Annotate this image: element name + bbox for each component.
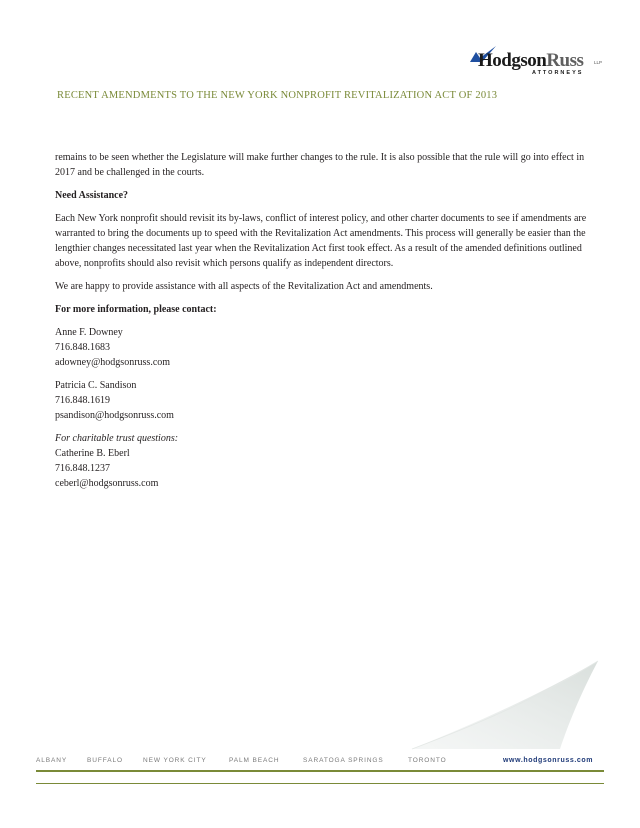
office-toronto: TORONTO bbox=[408, 757, 447, 764]
contact-card bbox=[55, 325, 600, 370]
office-albany: ALBANY bbox=[36, 757, 68, 764]
contact-phone[interactable]: 716.848.1237 bbox=[55, 463, 110, 474]
contact-heading: For more information, please contact: bbox=[55, 304, 217, 315]
document-header-title: RECENT AMENDMENTS TO THE NEW YORK NONPROFIT REVITALIZATION ACT OF 2013 bbox=[57, 90, 498, 101]
contact-email[interactable]: psandison@hodgsonruss.com bbox=[55, 410, 174, 421]
contact-phone[interactable]: 716.848.1683 bbox=[55, 342, 110, 353]
contact-name: Catherine B. Eberl bbox=[55, 448, 130, 459]
document-body bbox=[55, 150, 600, 499]
footer-offices-bar bbox=[36, 757, 604, 769]
office-new-york-city: NEW YORK CITY bbox=[143, 757, 207, 764]
footer-divider-bottom bbox=[36, 783, 604, 784]
contact-phone[interactable]: 716.848.1619 bbox=[55, 395, 110, 406]
logo-attorneys: ATTORNEYS bbox=[532, 70, 584, 76]
body-paragraph-2: We are happy to provide assistance with all aspects of the Revitalization Act and amendments. bbox=[55, 281, 433, 292]
contact-name: Patricia C. Sandison bbox=[55, 380, 137, 391]
contact-email[interactable]: adowney@hodgsonruss.com bbox=[55, 357, 171, 368]
decorative-swoosh bbox=[410, 655, 600, 750]
contact-name: Anne F. Downey bbox=[55, 327, 123, 338]
office-palm-beach: PALM BEACH bbox=[229, 757, 280, 764]
website-link[interactable]: www.hodgsonruss.com bbox=[503, 757, 594, 764]
logo-wordmark bbox=[478, 50, 583, 72]
contact-note: For charitable trust questions: bbox=[55, 433, 179, 444]
office-buffalo: BUFFALO bbox=[87, 757, 123, 764]
hodgson-russ-logo bbox=[470, 46, 610, 80]
continuation-paragraph: remains to be seen whether the Legislature will make further changes to the rule. It is also possible that the rule will go into effect in 2017 and be challenged in the courts. bbox=[55, 152, 585, 178]
contact-card bbox=[55, 431, 600, 491]
contact-card bbox=[55, 378, 600, 423]
logo-word-hodgson: Hodgson bbox=[478, 50, 547, 71]
logo-word-russ: Russ bbox=[546, 50, 584, 71]
footer-divider-top bbox=[36, 770, 604, 772]
need-assistance-heading: Need Assistance? bbox=[55, 190, 129, 201]
contact-email[interactable]: ceberl@hodgsonruss.com bbox=[55, 478, 159, 489]
body-paragraph-1: Each New York nonprofit should revisit its by-laws, conflict of interest policy, and other charter documents to see if amendments are warranted to bring the documents up to speed with the Revitalization Act amendments. This process will generally be easier than the lengthier changes necessitated last year when the Revitalization Act first took effect. As a result of the amended definitions outlined above, nonprofits should also revisit which persons qualify as independent directors. bbox=[55, 213, 587, 269]
logo-llp: LLP bbox=[594, 60, 603, 65]
office-saratoga-springs: SARATOGA SPRINGS bbox=[303, 757, 384, 764]
